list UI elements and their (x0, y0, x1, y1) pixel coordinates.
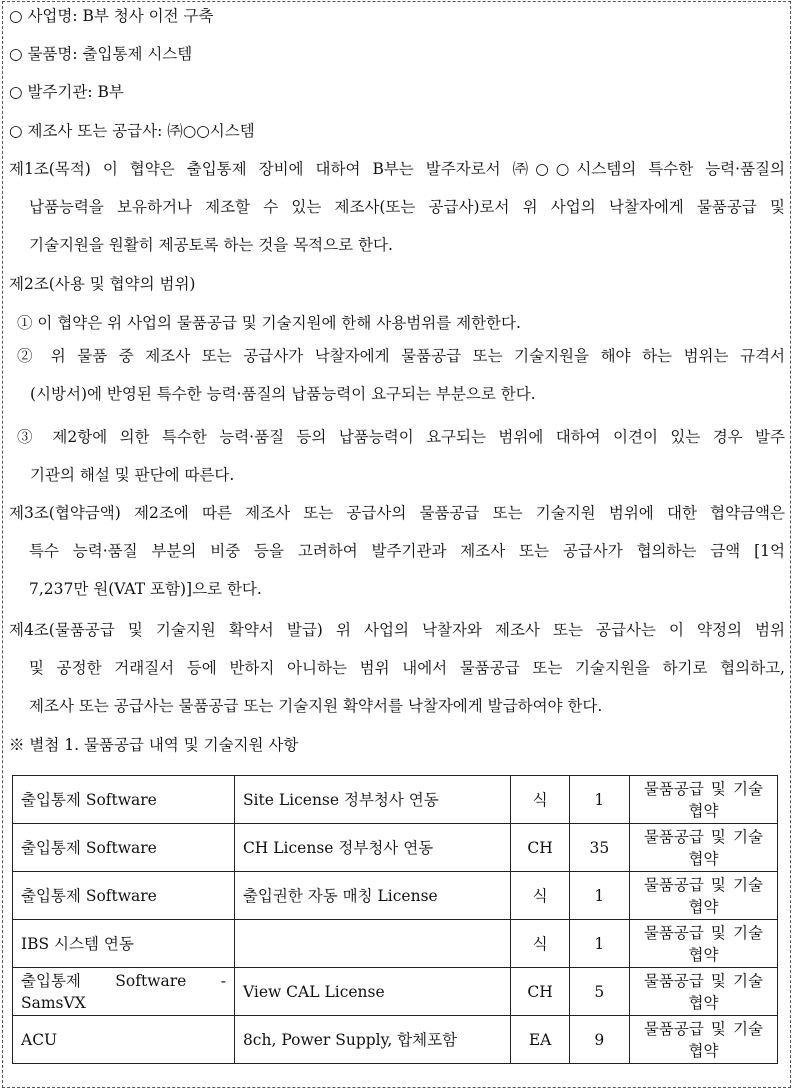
qty-cell: 35 (569, 824, 629, 872)
type-cell (629, 776, 777, 824)
spec-cell: 출입권한 자동 매칭 License (234, 872, 510, 920)
project-name: ○ 사업명: B부 청사 이전 구축 (9, 7, 214, 25)
article-3-line-2: 특수 능력·품질 부분의 비중 등을 고려하여 발주기관과 제조사 또는 공급사가 협의하는 금액 [1억 (29, 542, 785, 560)
article-4-line-3: 제조사 또는 공급사는 물품공급 또는 기술지원 확약서를 낙찰자에게 발급하여야 한다. (29, 697, 603, 715)
spec-cell: 8ch, Power Supply, 합체포함 (234, 1016, 510, 1064)
ordering-agency: ○ 발주기관: B부 (9, 83, 124, 101)
item-cell: 출입통제 Software (13, 776, 235, 824)
item-cell: IBS 시스템 연동 (13, 920, 235, 968)
table-row (13, 1016, 778, 1064)
type-line-1: 물품공급 및 기술 (643, 971, 763, 990)
item-line-1: 출입통제 Software - (21, 971, 226, 990)
supply-items-table (12, 775, 778, 1064)
article-3-line-3: 7,237만 원(VAT 포함)]으로 한다. (29, 580, 262, 598)
spec-cell: Site License 정부청사 연동 (234, 776, 510, 824)
type-line-2: 협약 (688, 801, 719, 820)
type-line-2: 협약 (688, 849, 719, 868)
qty-cell: 5 (569, 968, 629, 1016)
item-cell: 출입통제 Software (13, 824, 235, 872)
table-row (13, 968, 778, 1016)
type-cell (629, 824, 777, 872)
type-line-1: 물품공급 및 기술 (643, 779, 763, 798)
article-3-line-1: 제3조(협약금액) 제2조에 따른 제조사 또는 공급사의 물품공급 또는 기술지원 범위에 대한 협약금액은 (9, 504, 785, 522)
type-line-1: 물품공급 및 기술 (643, 1019, 763, 1038)
item-cell: 출입통제 Software (13, 872, 235, 920)
article-1-line-2: 납품능력을 보유하거나 제조할 수 있는 제조사(또는 공급사)로서 위 사업의 낙찰자에게 물품공급 및 (29, 198, 785, 216)
manufacturer: ○ 제조사 또는 공급사: ㈜○○시스템 (9, 122, 255, 140)
item-cell: ACU (13, 1016, 235, 1064)
article-1 (9, 150, 785, 264)
type-line-2: 협약 (688, 897, 719, 916)
table-row (13, 776, 778, 824)
article-2-item-3-line-1: ③ 제2항에 의한 특수한 능력·품질 등의 납품능력이 요구되는 범위에 대하여 이견이 있는 경우 발주 (17, 428, 785, 446)
unit-cell: CH (511, 824, 569, 872)
item-cell (13, 968, 235, 1016)
type-cell (629, 968, 777, 1016)
type-line-2: 협약 (688, 993, 719, 1012)
type-line-1: 물품공급 및 기술 (643, 923, 763, 942)
type-line-1: 물품공급 및 기술 (643, 875, 763, 894)
table-row (13, 872, 778, 920)
article-4 (9, 611, 785, 725)
unit-cell: EA (511, 1016, 569, 1064)
qty-cell: 1 (569, 872, 629, 920)
qty-cell: 1 (569, 776, 629, 824)
spec-cell: CH License 정부청사 연동 (234, 824, 510, 872)
article-2-item-2-line-2: (시방서)에 반영된 특수한 능력·품질의 납품능력이 요구되는 부분으로 한다. (30, 385, 536, 403)
type-line-1: 물품공급 및 기술 (643, 827, 763, 846)
type-line-2: 협약 (688, 1041, 719, 1060)
article-1-line-1: 제1조(목적) 이 협약은 출입통제 장비에 대하여 B부는 발주자로서 ㈜○○시스템의 특수한 능력·품질의 (9, 160, 785, 178)
item-line-2: SamsVX (21, 993, 86, 1012)
article-4-line-2: 및 공정한 거래질서 등에 반하지 아니하는 범위 내에서 물품공급 또는 기술지원을 하기로 협의하고, (29, 659, 785, 677)
attachment-note: ※ 별첨 1. 물품공급 내역 및 기술지원 사항 (9, 736, 299, 754)
type-cell (629, 920, 777, 968)
article-1-line-3: 기술지원을 원활히 제공토록 하는 것을 목적으로 한다. (29, 236, 393, 254)
unit-cell: CH (511, 968, 569, 1016)
spec-cell: View CAL License (234, 968, 510, 1016)
article-3 (9, 494, 785, 608)
spec-cell (234, 920, 510, 968)
article-2-item-2-line-1: ② 위 물품 중 제조사 또는 공급사가 낙찰자에게 물품공급 또는 기술지원을 해야 하는 범위는 규격서 (17, 347, 785, 365)
type-line-2: 협약 (688, 945, 719, 964)
type-cell (629, 1016, 777, 1064)
unit-cell: 식 (511, 872, 569, 920)
article-2-item-1: ① 이 협약은 위 사업의 물품공급 및 기술지원에 한해 사용범위를 제한한다. (17, 314, 521, 332)
table-row (13, 824, 778, 872)
unit-cell: 식 (511, 920, 569, 968)
qty-cell: 9 (569, 1016, 629, 1064)
unit-cell: 식 (511, 776, 569, 824)
item-name: ○ 물품명: 출입통제 시스템 (9, 45, 193, 63)
article-4-line-1: 제4조(물품공급 및 기술지원 확약서 발급) 위 사업의 낙찰자와 제조사 또는 공급사는 이 약정의 범위 (9, 621, 785, 639)
article-2-item-3-line-2: 기관의 해설 및 판단에 따른다. (30, 466, 235, 484)
table-row (13, 920, 778, 968)
article-2-item-3 (17, 418, 785, 494)
article-2-item-2 (17, 337, 785, 413)
article-2-title: 제2조(사용 및 협약의 범위) (9, 275, 196, 293)
qty-cell: 1 (569, 920, 629, 968)
type-cell (629, 872, 777, 920)
